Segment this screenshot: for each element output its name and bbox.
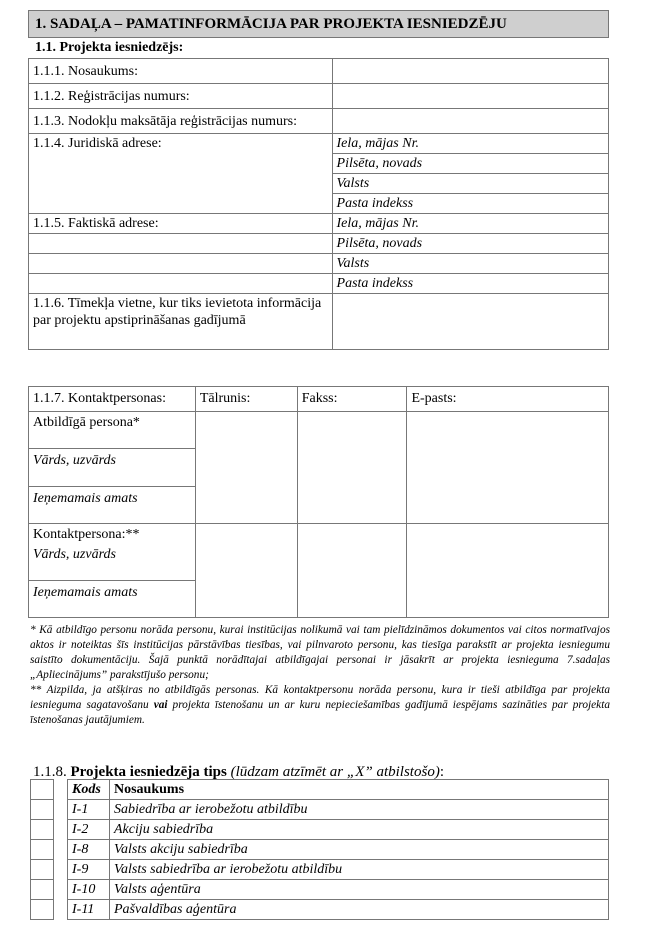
type-checkbox-i9[interactable] [30,860,54,880]
website-field[interactable] [332,294,608,350]
name-field[interactable] [332,59,608,84]
contact-email-field[interactable] [407,524,609,618]
responsible-person-label: Atbildīgā persona* [29,412,196,449]
type-code: I-2 [68,820,110,840]
contacts-table [28,386,609,618]
section-header: 1. SADAĻA – PAMATINFORMĀCIJA PAR PROJEKTA IESNIEDZĒJU [28,10,609,38]
code-column-header: Kods [68,780,110,800]
type-checkbox-i2[interactable] [30,820,54,840]
actual-street-field[interactable]: Iela, mājas Nr. [332,214,608,234]
type-name: Valsts akciju sabiedrība [109,840,608,860]
type-checkbox-header-blank [30,779,54,800]
contact-name-field[interactable]: Vārds, uzvārds [29,545,196,581]
actual-city-field[interactable]: Pilsēta, novads [332,234,608,254]
contact-position-field[interactable]: Ieņemamais amats [29,581,196,618]
type-code: I-9 [68,860,110,880]
legal-address-label: 1.1.4. Juridiskā adrese: [29,134,333,214]
type-name: Pašvaldības aģentūra [109,900,608,920]
actual-address-blank [29,254,333,274]
applicant-type-table [67,779,609,920]
type-checkbox-column [30,779,54,920]
type-code: I-11 [68,900,110,920]
email-column-header: E-pasts: [407,387,609,412]
tax-number-label: 1.1.3. Nodokļu maksātāja reģistrācijas numurs: [29,109,333,134]
legal-street-field[interactable]: Iela, mājas Nr. [332,134,608,154]
actual-address-blank [29,274,333,294]
actual-postcode-field[interactable]: Pasta indekss [332,274,608,294]
type-code: I-8 [68,840,110,860]
type-code: I-1 [68,800,110,820]
reg-number-field[interactable] [332,84,608,109]
responsible-position-field[interactable]: Ieņemamais amats [29,487,196,524]
type-name: Valsts aģentūra [109,880,608,900]
applicant-type-title: 1.1.8. Projekta iesniedzēja tips (lūdzam atzīmēt ar „X” atbilstošo): [33,764,444,780]
type-checkbox-i11[interactable] [30,900,54,920]
type-name: Valsts sabiedrība ar ierobežotu atbildību [109,860,608,880]
name-column-header: Nosaukums [109,780,608,800]
type-checkbox-i8[interactable] [30,840,54,860]
actual-country-field[interactable]: Valsts [332,254,608,274]
contact-person-label: Kontaktpersona:** [29,524,196,545]
applicant-table [28,58,609,350]
reg-number-label: 1.1.2. Reģistrācijas numurs: [29,84,333,109]
website-label: 1.1.6. Tīmekļa vietne, kur tiks ievietota informācija par projektu apstiprināšanas gadījumā [29,294,333,350]
contacts-header: 1.1.7. Kontaktpersonas: [29,387,196,412]
footnotes [30,623,610,728]
type-name: Sabiedrība ar ierobežotu atbildību [109,800,608,820]
tax-number-field[interactable] [332,109,608,134]
legal-country-field[interactable]: Valsts [332,174,608,194]
responsible-name-field[interactable]: Vārds, uzvārds [29,449,196,487]
responsible-email-field[interactable] [407,412,609,524]
subsection-title: 1.1. Projekta iesniedzējs: [35,40,184,55]
type-code: I-10 [68,880,110,900]
actual-address-label: 1.1.5. Faktiskā adrese: [29,214,333,234]
contact-phone-field[interactable] [195,524,297,618]
responsible-fax-field[interactable] [297,412,407,524]
footnote-contact: ** Aizpilda, ja atšķiras no atbildīgās personas. Kā kontaktpersonu norāda personu, kura ir tieši atbildīga par projekta iesnieguma sagatavošanu vai projekta īstenošanu un ar kuru nepieciešamības gadījumā iespējams sazināties par projekta īstenošanas jautājumiem. [30,684,610,726]
responsible-phone-field[interactable] [195,412,297,524]
name-label: 1.1.1. Nosaukums: [29,59,333,84]
footnote-responsible: * Kā atbildīgo personu norāda personu, kurai institūcijas nolikumā vai tam pielīdzināmos dokumentos vai citos normatīvajos aktos ir noteiktas šīs institūcijas pārstāvības tiesības, vai pilnvaroto personu, kas tiesīga parakstīt ar projekta iesniegumu saistīto dokumentāciju. Šajā punktā norādītajai atbildīgajai personai ir jāsakrīt ar projekta iesnieguma 7.sadaļas „Apliecinājums” parakstījušo personu; [30,624,610,681]
phone-column-header: Tālrunis: [195,387,297,412]
legal-city-field[interactable]: Pilsēta, novads [332,154,608,174]
fax-column-header: Fakss: [297,387,407,412]
type-name: Akciju sabiedrība [109,820,608,840]
legal-postcode-field[interactable]: Pasta indekss [332,194,608,214]
type-checkbox-i1[interactable] [30,800,54,820]
actual-address-blank [29,234,333,254]
type-checkbox-i10[interactable] [30,880,54,900]
contact-fax-field[interactable] [297,524,407,618]
